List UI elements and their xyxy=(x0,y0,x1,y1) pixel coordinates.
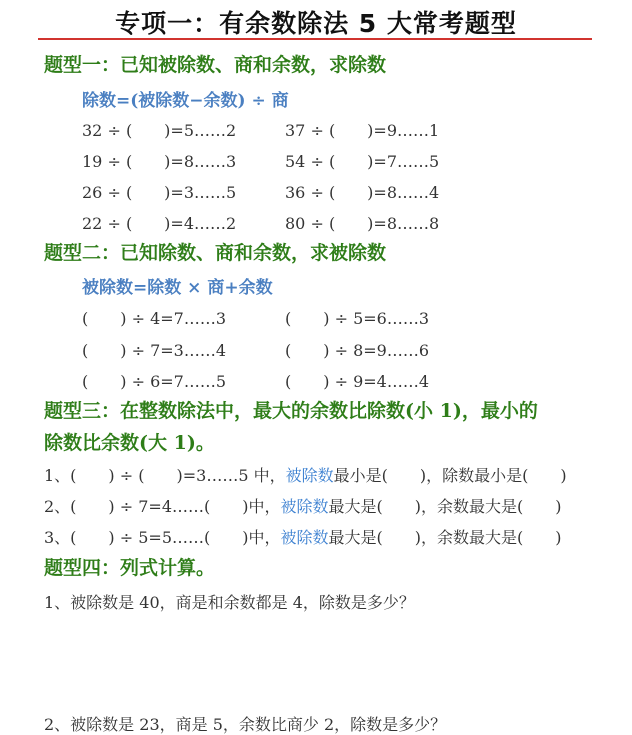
type2-left-2: ( ) ÷ 7=3……4 xyxy=(82,341,227,360)
type1-formula: 除数=(被除数−余数) ÷ 商 xyxy=(82,91,289,111)
type2-right-2: ( ) ÷ 8=9……6 xyxy=(285,341,430,360)
q2-highlight: 被除数 xyxy=(280,497,329,516)
type2-heading: 题型二：已知除数、商和余数，求被除数 xyxy=(44,242,387,264)
type2-right-1: ( ) ÷ 5=6……3 xyxy=(285,309,430,328)
type3-question-1 xyxy=(44,463,567,486)
type2-right-3: ( ) ÷ 9=4……4 xyxy=(285,372,430,391)
type1-right-4: 80 ÷ ( )=8……8 xyxy=(285,214,440,233)
q1-part-b: 最小是( )，除数最小是( ) xyxy=(333,466,567,485)
page-title: 专项一：有余数除法 5 大常考题型 xyxy=(115,9,517,38)
title-underline xyxy=(38,38,592,40)
type2-left-3: ( ) ÷ 6=7……5 xyxy=(82,372,227,391)
type4-heading: 题型四：列式计算。 xyxy=(44,557,216,579)
type3-question-2 xyxy=(44,494,562,517)
q2-part-b: 最大是( )，余数最大是( ) xyxy=(328,497,562,516)
type3-heading-line2: 除数比余数(大 1)。 xyxy=(44,432,215,454)
q3-part-b: 最大是( )，余数最大是( ) xyxy=(328,528,562,547)
q1-highlight: 被除数 xyxy=(285,466,334,485)
type2-left-1: ( ) ÷ 4=7……3 xyxy=(82,309,227,328)
type1-left-4: 22 ÷ ( )=4……2 xyxy=(82,214,237,233)
q1-part-a: 1、( ) ÷ ( )=3……5 中， xyxy=(44,466,286,485)
type1-left-2: 19 ÷ ( )=8……3 xyxy=(82,152,237,171)
type2-formula: 被除数=除数 × 商+余数 xyxy=(82,278,273,298)
q3-highlight: 被除数 xyxy=(280,528,329,547)
type1-left-3: 26 ÷ ( )=3……5 xyxy=(82,183,237,202)
type3-heading-line1: 题型三：在整数除法中，最大的余数比除数(小 1)，最小的 xyxy=(44,400,538,422)
type1-heading: 题型一：已知被除数、商和余数，求除数 xyxy=(44,54,387,76)
type1-right-3: 36 ÷ ( )=8……4 xyxy=(285,183,440,202)
q2-part-a: 2、( ) ÷ 7=4……( )中， xyxy=(44,497,281,516)
type1-left-1: 32 ÷ ( )=5……2 xyxy=(82,121,237,140)
type4-question-2: 2、被除数是 23，商是 5，余数比商少 2，除数是多少？ xyxy=(44,715,447,734)
type1-right-1: 37 ÷ ( )=9……1 xyxy=(285,121,440,140)
type1-right-2: 54 ÷ ( )=7……5 xyxy=(285,152,440,171)
q3-part-a: 3、( ) ÷ 5=5……( )中， xyxy=(44,528,281,547)
type3-question-3 xyxy=(44,525,562,548)
type4-question-1: 1、被除数是 40，商是和余数都是 4，除数是多少？ xyxy=(44,593,415,612)
